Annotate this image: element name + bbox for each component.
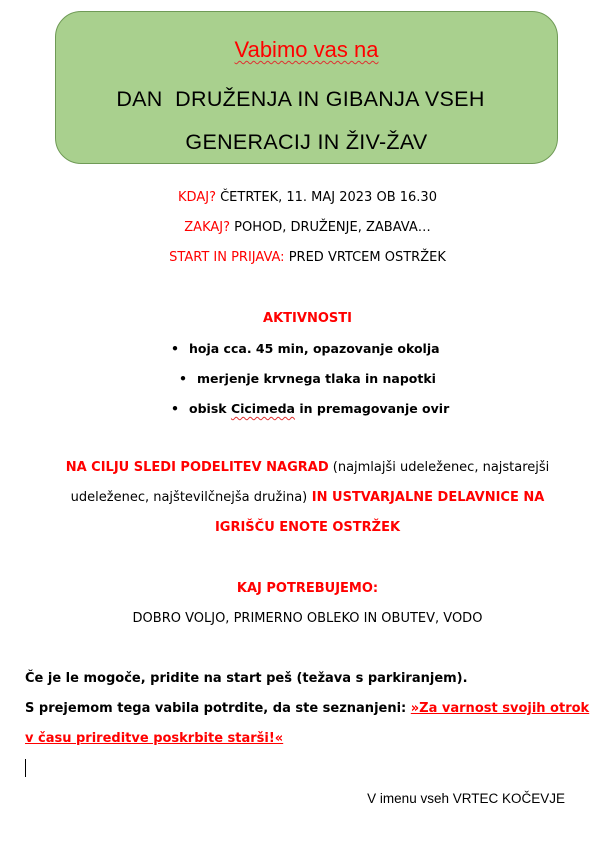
- signature: V imenu vseh VRTEC KOČEVJE: [367, 791, 565, 806]
- note-safety-red: »Za varnost svojih otrok: [410, 701, 590, 716]
- finish-red1: NA CILJU SLEDI PODELITEV NAGRAD: [65, 460, 329, 475]
- invite-heading: [56, 37, 557, 63]
- start-value: PRED VRTCEM OSTRŽEK: [284, 250, 446, 265]
- bullet-icon: •: [171, 341, 179, 356]
- note-confirm: [25, 701, 589, 716]
- activity-text: hoja cca. 45 min, opazovanje okolja: [189, 341, 440, 356]
- activity-text-cicimed: Cicimeda: [230, 401, 295, 416]
- finish-plain2: udeleženec, najštevilčnejša družina): [70, 490, 308, 505]
- needs-text: DOBRO VOLJO, PRIMERNO OBLEKO IN OBUTEV, VODO: [132, 611, 483, 626]
- why-label: ZAKAJ?: [184, 220, 230, 235]
- finish-line2: [0, 490, 615, 505]
- finish-line1: [0, 460, 615, 475]
- note-safety-red2: v času prireditve poskrbite starši!«: [25, 731, 284, 746]
- bullet-icon: •: [179, 371, 187, 386]
- activity-text: merjenje krvnega tlaka in napotki: [197, 371, 436, 386]
- activity-item: [179, 371, 436, 386]
- note-confirm-plain: S prejemom tega vabila potrdite, da ste seznanjeni:: [25, 701, 411, 716]
- why-line: [0, 220, 615, 235]
- activities-heading: AKTIVNOSTI: [263, 311, 352, 326]
- finish-red2: IN USTVARJALNE DELAVNICE NA: [307, 490, 545, 505]
- activity-item: [171, 401, 449, 416]
- when-label: KDAJ?: [178, 190, 216, 205]
- why-value: POHOD, DRUŽENJE, ZABAVA…: [230, 220, 431, 235]
- start-line: [0, 250, 615, 265]
- start-label: START IN PRIJAVA:: [169, 250, 285, 265]
- event-title-line2: GENERACIJ IN ŽIV-ŽAV: [185, 130, 428, 154]
- note-walk: Če je le mogoče, pridite na start peš (težava s parkiranjem).: [25, 671, 468, 686]
- when-line: [0, 190, 615, 205]
- needs-heading: KAJ POTREBUJEMO:: [236, 581, 379, 596]
- activity-text: obisk: [189, 401, 231, 416]
- activity-text-rest: in premagovanje ovir: [294, 401, 450, 416]
- activity-item: [171, 341, 440, 356]
- note-safety-line2: [25, 731, 283, 746]
- invitation-header-box: [55, 11, 558, 164]
- text-cursor[interactable]: [25, 759, 26, 777]
- finish-plain1: (najmlajši udeleženec, najstarejši: [328, 460, 550, 475]
- bullet-icon: •: [171, 401, 179, 416]
- invite-text: Vabimo vas na: [234, 37, 379, 62]
- finish-line3: IGRIŠČU ENOTE OSTRŽEK: [214, 520, 401, 535]
- when-value: ČETRTEK, 11. MAJ 2023 OB 16.30: [215, 190, 437, 205]
- event-title-line1: DAN DRUŽENJA IN GIBANJA VSEH: [116, 87, 485, 111]
